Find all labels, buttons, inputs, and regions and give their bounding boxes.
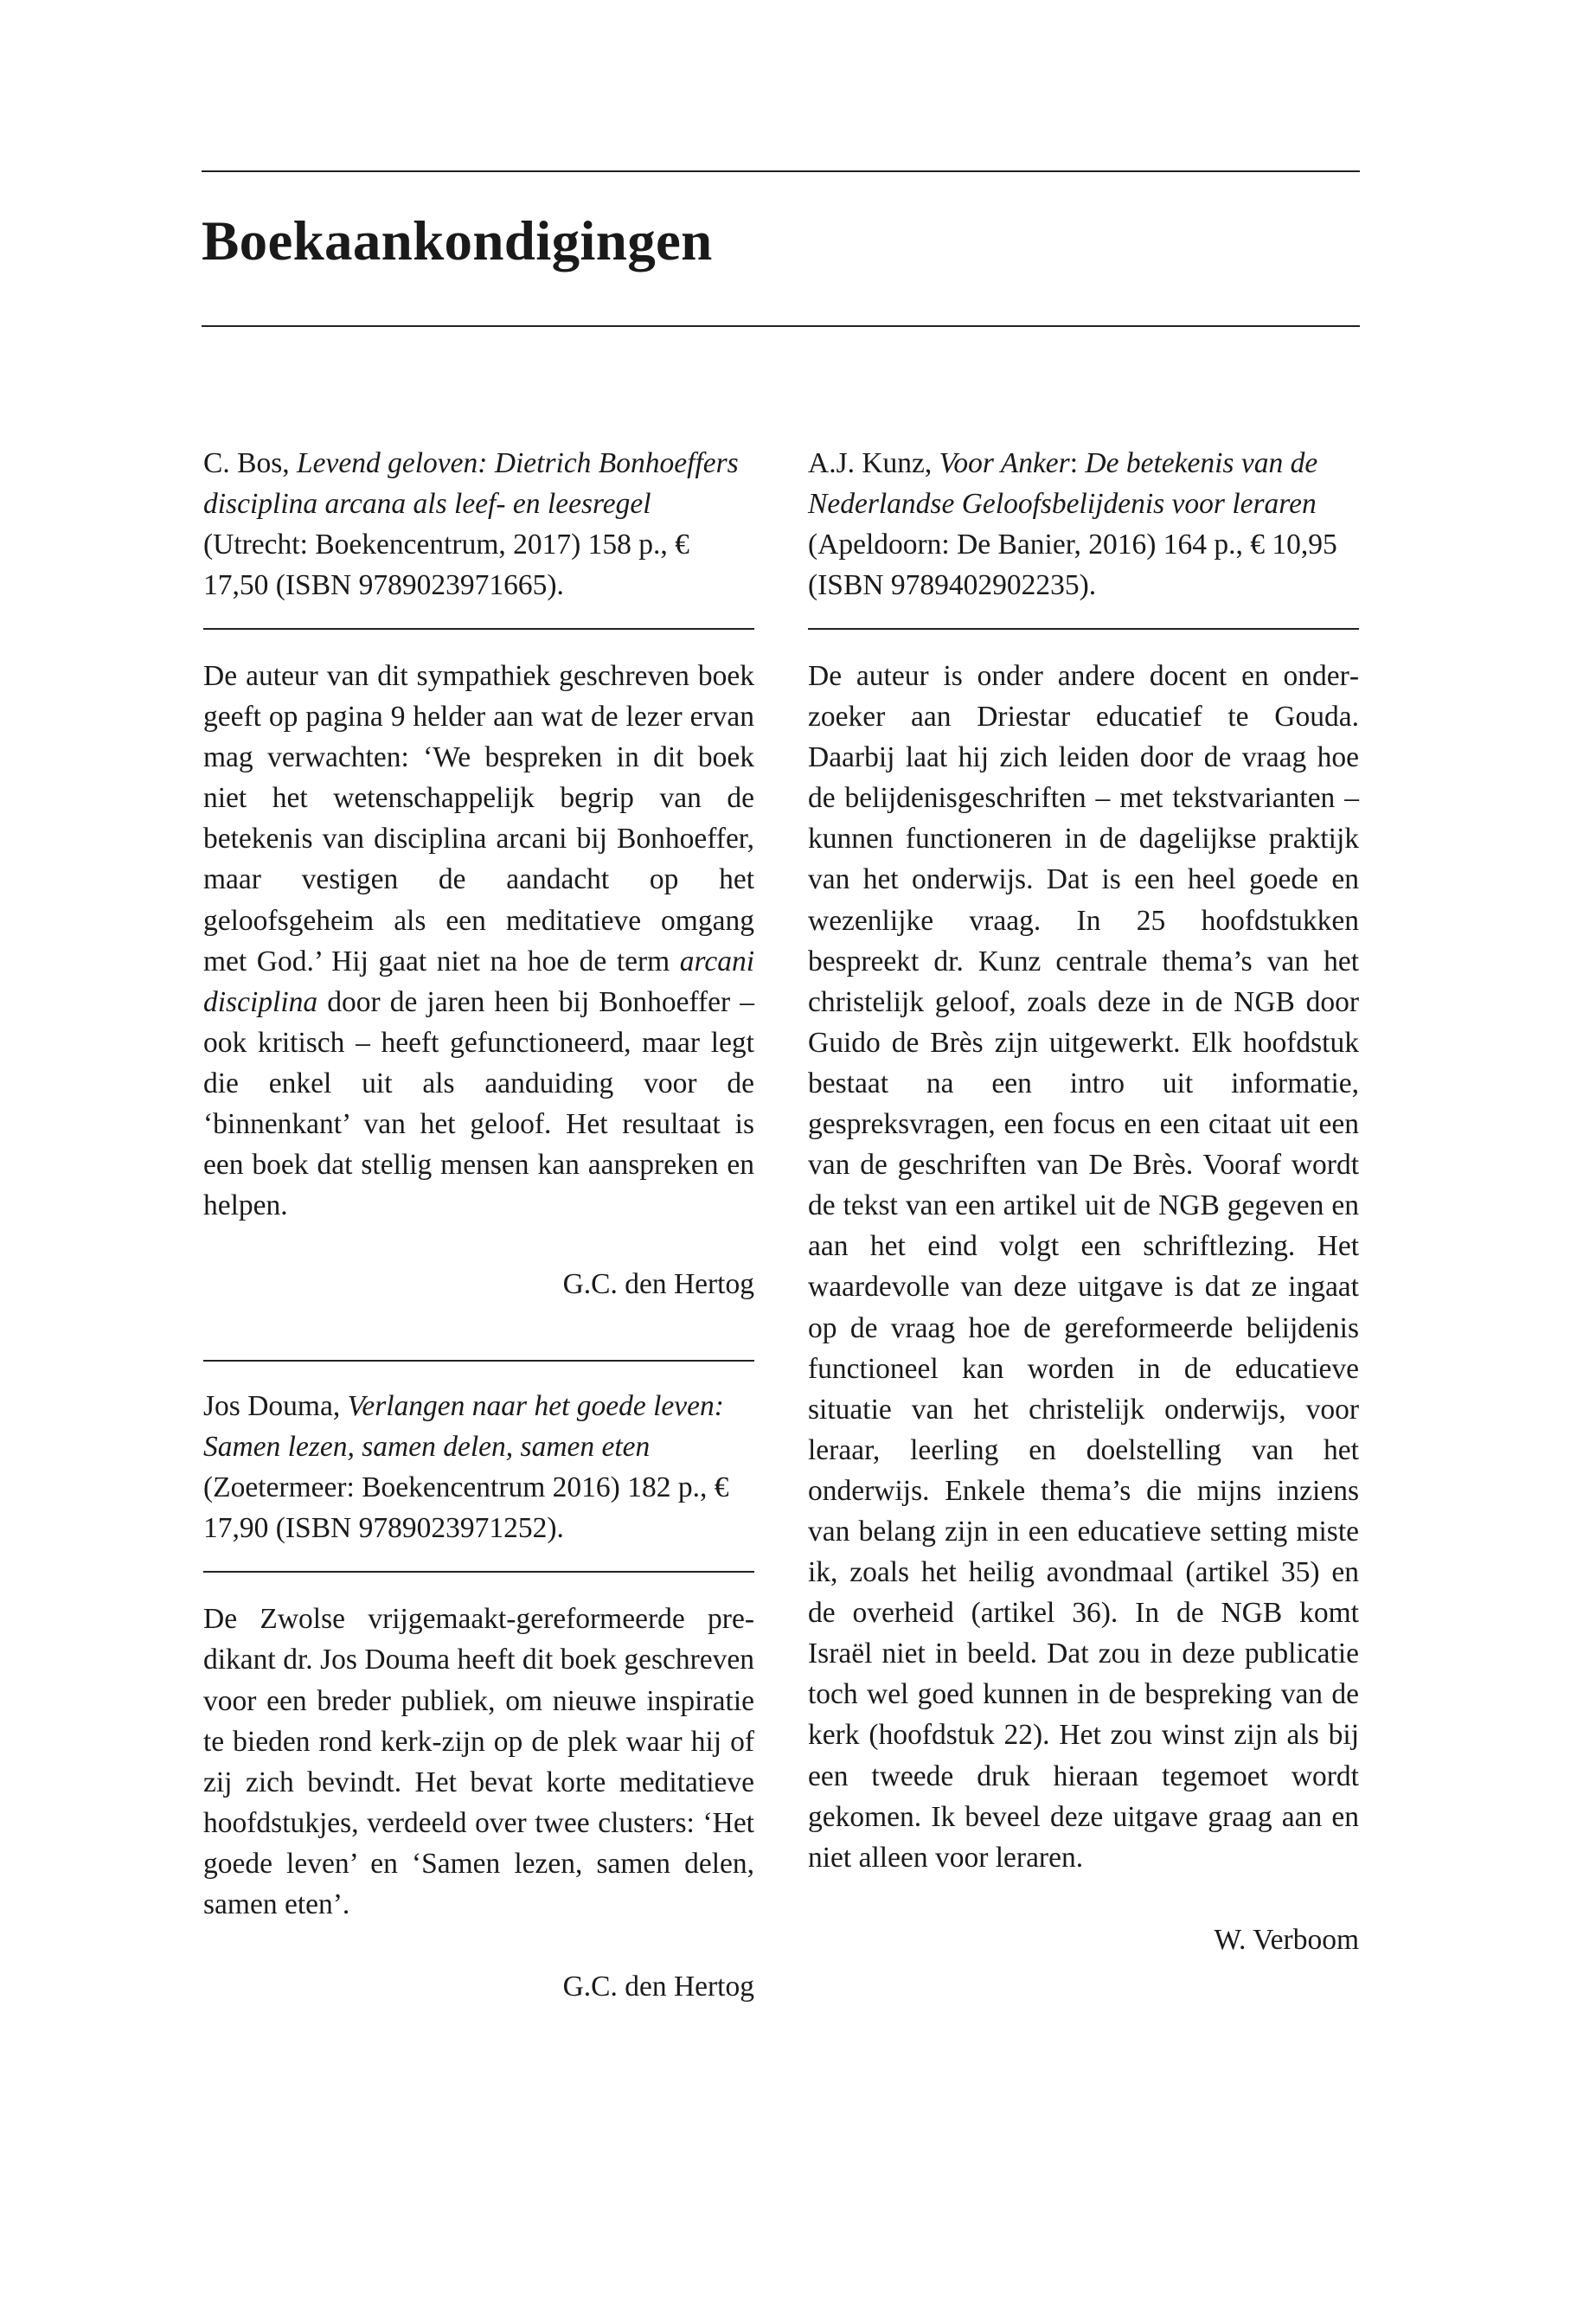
book-publication: (Utrecht: Boekencentrum, 2017) 158 p., € 17,50 (ISBN 9789023971665). [203,529,689,601]
separator-rule [808,628,1359,630]
review-text-part: door de jaren heen bij Bonhoeffer – ook kritisch – heeft gefunctioneerd, maar legt die enkel uit als aanduiding voor de ‘binnenkant’ van het geloof. Het resultaat is een boek dat stellig mensen kan aanspreken en helpen. [203,985,755,1222]
book-reference-douma [203,1386,754,1548]
left-column [203,443,754,2007]
reviewer-signature: G.C. den Hertog [562,1268,754,1301]
separator-rule [203,1360,754,1362]
reviewer-signature: G.C. den Hertog [562,1971,754,2003]
book-subtitle: De betekenis van de Nederlandse Geloofsbelijdenis voor leraren [808,447,1318,520]
header-rule-bottom [202,325,1360,327]
page-title: Boekaankondigingen [202,210,713,272]
book-author: A.J. Kunz, [808,447,933,479]
separator-rule [203,1571,754,1573]
review-text-italic-term: arcani disciplina [203,945,755,1018]
book-author: C. Bos, [203,447,290,479]
title-colon: : [1069,447,1079,479]
review-text-kunz: De auteur is onder andere docent en onderzoeker aan Driestar educatief te Gouda. Daarbij laat hij zich leiden door de vraag hoe de belijdenisgeschriften – met tekstvarianten – kunnen functioneren in de dagelijkse praktijk van het onderwijs. Dat is een heel goede en wezenlijke vraag. In 25 hoofdstukken bespreekt dr. Kunz centrale thema’s van het christelijk geloof, zoals deze in de NGB door Guido de Brès zijn uitgewerkt. Elk hoofdstuk bestaat na een intro uit informatie, gespreksvragen, een focus en een citaat uit een van de geschriften van De Brès. Vooraf wordt de tekst van een artikel uit de NGB gegeven en aan het eind volgt een schriftlezing. Het waardevolle van deze uitgave is dat ze ingaat op de vraag hoe de gereformeerde belijdenis functioneel kan worden in de educatieve situatie van het christelijk onderwijs, voor leraar, leerling en doelstelling van het onderwijs. Enkele thema’s die mijns inziens van belang zijn in een educatieve setting miste ik, zoals het heilig avondmaal (artikel 35) en de overheid (artikel 36). In de NGB komt Israël niet in beeld. Dat zou in deze publicatie toch wel goed kunnen in de bespreking van de kerk (hoofdstuk 22). Het zou winst zijn als bij een tweede druk hieraan tegemoet wordt gekomen. Ik beveel deze uitgave graag aan en niet alleen voor leraren. [808,660,1359,1874]
review-text-part: De auteur van dit sympathiek geschreven boek geeft op pagina 9 helder aan wat de lezer ervan mag verwachten: ‘We bespreken in dit boek niet het wetenschappelijk begrip van de betekenis van disciplina arcani bij Bonhoeffer, maar vestigen de aandacht op het geloofsgeheim als een meditatieve omgang met God.’ Hij gaat niet na hoe de term [203,660,754,977]
book-author: Jos Douma, [203,1390,341,1423]
header-rule-top [202,170,1360,172]
book-publication: (Zoetermeer: Boekencentrum 2016) 182 p., € 17,90 (ISBN 9789023971252). [203,1471,729,1545]
book-reference-bos [203,443,754,606]
book-reference-kunz [808,443,1359,606]
book-title: Verlangen naar het goede leven: Samen lezen, samen delen, samen eten [203,1390,724,1464]
right-column [808,443,1359,1960]
review-text-bos [203,656,754,1226]
reviewer-signature: W. Verboom [1214,1923,1359,1956]
book-publication: (Apeldoorn: De Banier, 2016) 164 p., € 10,95 (ISBN 9789402902235). [808,529,1337,601]
book-title: Levend geloven: Dietrich Bonhoeffers disciplina arcana als leef- en leesregel [203,447,739,520]
review-text-douma: De Zwolse vrijgemaakt-gereformeerde predikant dr. Jos Douma heeft dit boek geschreven voor een breder publiek, om nieuwe inspiratie te bieden rond kerk-zijn op de plek waar hij of zij zich bevindt. Het bevat korte meditatieve hoofdstukjes, verdeeld over twee clusters: ‘Het goede leven’ en ‘Samen lezen, samen delen, samen eten’. [203,1603,754,1920]
separator-rule [203,628,754,630]
book-title: Voor Anker [939,447,1070,479]
